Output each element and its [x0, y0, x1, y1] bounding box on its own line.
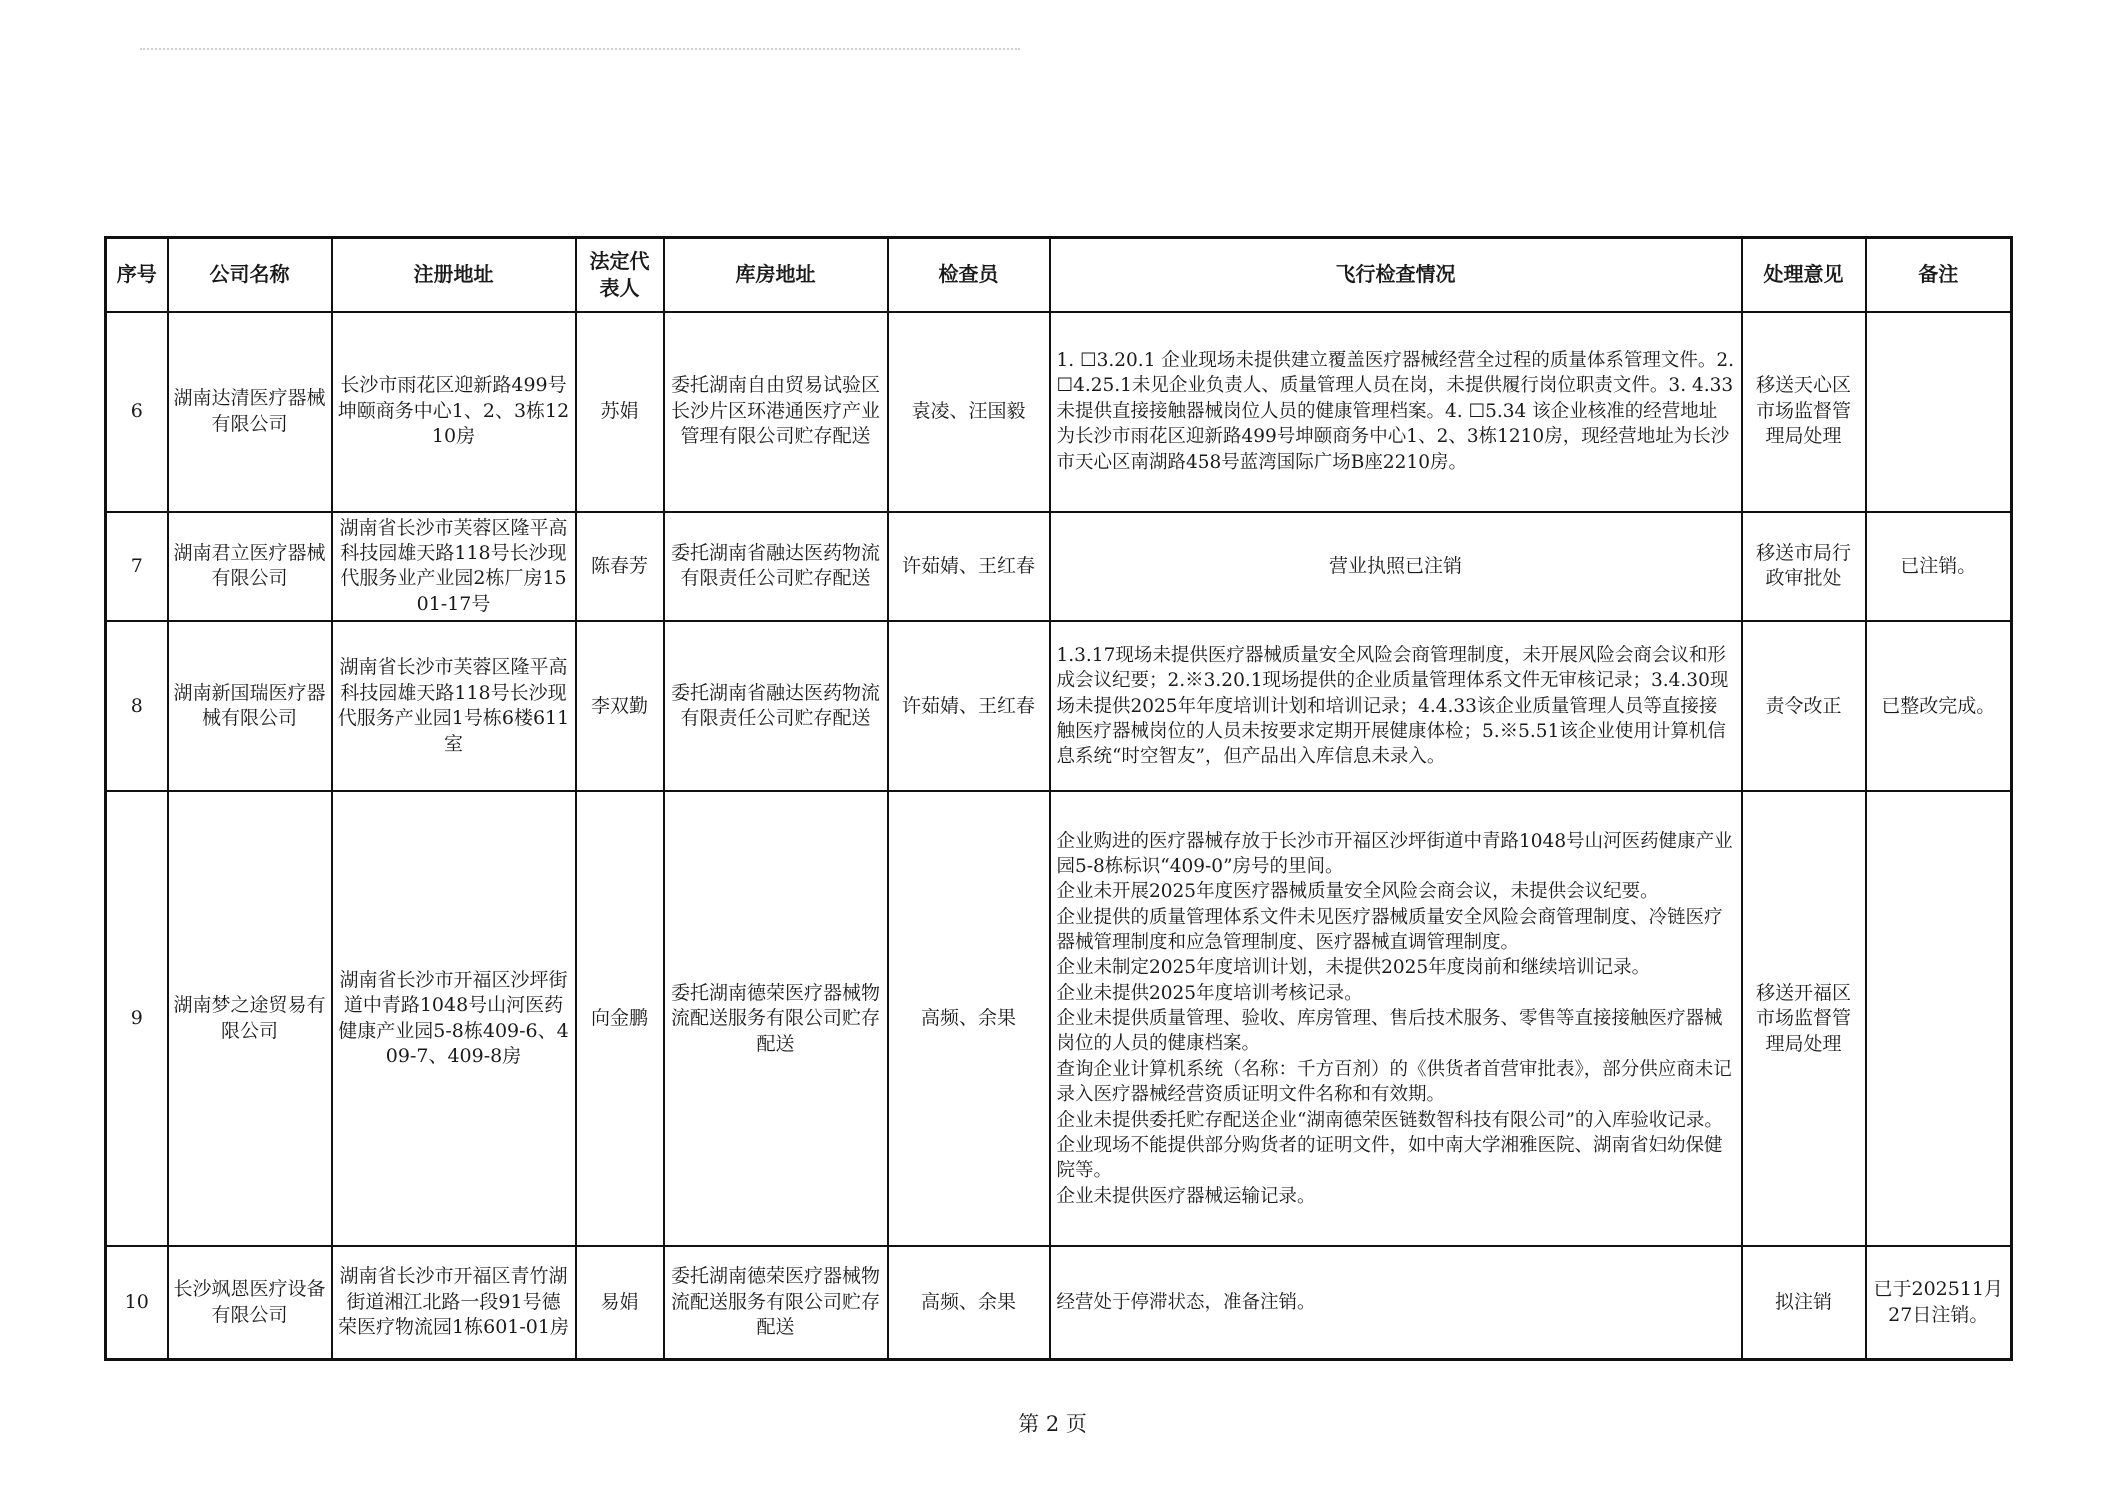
cell-warehouse: 委托湖南省融达医药物流有限责任公司贮存配送 — [664, 512, 888, 622]
inspection-table — [104, 236, 2013, 1361]
cell-company: 湖南新国瑞医疗器械有限公司 — [168, 621, 332, 791]
cell-legal-rep: 李双勤 — [576, 621, 664, 791]
table-row — [106, 791, 2012, 1246]
inspection-text: 营业执照已注销 — [1328, 554, 1462, 577]
cell-seq: 6 — [106, 312, 168, 512]
cell-inspectors: 高频、余果 — [888, 791, 1050, 1246]
cell-remarks — [1866, 312, 2012, 512]
cell-reg-address: 长沙市雨花区迎新路499号坤颐商务中心1、2、3栋1210房 — [332, 312, 576, 512]
cell-inspectors: 许茹婧、王红春 — [888, 621, 1050, 791]
cell-company: 湖南梦之途贸易有限公司 — [168, 791, 332, 1246]
cell-seq: 9 — [106, 791, 168, 1246]
cell-seq: 7 — [106, 512, 168, 622]
cell-seq: 10 — [106, 1246, 168, 1359]
cell-inspectors: 许茹婧、王红春 — [888, 512, 1050, 622]
table-header-row — [106, 238, 2012, 312]
cell-warehouse: 委托湖南德荣医疗器械物流配送服务有限公司贮存配送 — [664, 1246, 888, 1359]
inspection-text: 企业未提供委托贮存配送企业“湖南德荣医链数智科技有限公司”的入库验收记录。 — [1056, 1109, 1723, 1131]
cell-company: 湖南达清医疗器械有限公司 — [168, 312, 332, 512]
header-remarks: 备注 — [1866, 238, 2012, 312]
header-inspectors: 检查员 — [888, 238, 1050, 312]
cell-handling: 移送开福区市场监督管理局处理 — [1742, 791, 1866, 1246]
inspection-text: 查询企业计算机系统（名称：千方百剂）的《供货者首营审批表》，部分供应商未记录入医疗器械经营资质证明文件名称和有效期。 — [1056, 1058, 1732, 1106]
table-row — [106, 1246, 2012, 1359]
cell-reg-address: 湖南省长沙市开福区沙坪街道中青路1048号山河医药健康产业园5-8栋409-6、409-7、409-8房 — [332, 791, 576, 1246]
header-warehouse: 库房地址 — [664, 238, 888, 312]
cell-remarks: 已整改完成。 — [1866, 621, 2012, 791]
table-row — [106, 312, 2012, 512]
page-number: 第 2 页 — [1018, 1412, 1087, 1436]
cell-inspectors: 袁凌、汪国毅 — [888, 312, 1050, 512]
header-handling: 处理意见 — [1742, 238, 1866, 312]
cell-warehouse: 委托湖南省融达医药物流有限责任公司贮存配送 — [664, 621, 888, 791]
cell-company: 长沙飒恩医疗设备有限公司 — [168, 1246, 332, 1359]
cell-handling: 拟注销 — [1742, 1246, 1866, 1359]
inspection-text: 1. ☐3.20.1 企业现场未提供建立覆盖医疗器械经营全过程的质量体系管理文件。2. ☐4.25.1未见企业负责人、质量管理人员在岗，未提供履行岗位职责文件。3. 4.33未提供直接接触器械岗位人员的健康管理档案。4. ☐5.34 该企业核准的经营地址为长沙市雨花区迎新路499号坤颐商务中心1、2、3栋1210房，现经营地址为长沙市天心区南湖路458号蓝湾国际广场B座2210房。 — [1056, 350, 1734, 473]
cell-handling: 责令改正 — [1742, 621, 1866, 791]
inspection-text: 企业现场不能提供部分购货者的证明文件，如中南大学湘雅医院、湖南省妇幼保健院等。 — [1056, 1134, 1723, 1182]
cell-remarks — [1866, 791, 2012, 1246]
inspection-text: 企业未提供2025年度培训考核记录。 — [1056, 982, 1363, 1004]
header-seq: 序号 — [106, 238, 168, 312]
cell-inspection — [1050, 1246, 1742, 1359]
cell-reg-address: 湖南省长沙市芙蓉区隆平高科技园雄天路118号长沙现代服务业产业园2栋厂房1501-17号 — [332, 512, 576, 622]
cell-inspection — [1050, 512, 1742, 622]
cell-inspection — [1050, 621, 1742, 791]
cell-warehouse: 委托湖南自由贸易试验区长沙片区环港通医疗产业管理有限公司贮存配送 — [664, 312, 888, 512]
cell-reg-address: 湖南省长沙市芙蓉区隆平高科技园雄天路118号长沙现代服务产业园1号栋6楼611室 — [332, 621, 576, 791]
table-row — [106, 512, 2012, 622]
inspection-text: 企业未开展2025年度医疗器械质量安全风险会商会议，未提供会议纪要。 — [1056, 881, 1659, 903]
header-company: 公司名称 — [168, 238, 332, 312]
cell-inspection — [1050, 312, 1742, 512]
table-row — [106, 621, 2012, 791]
cell-inspection — [1050, 791, 1742, 1246]
cell-remarks: 已注销。 — [1866, 512, 2012, 622]
cell-inspectors: 高频、余果 — [888, 1246, 1050, 1359]
inspection-text: 企业未提供医疗器械运输记录。 — [1056, 1185, 1316, 1207]
inspection-text: 企业提供的质量管理体系文件未见医疗器械质量安全风险会商管理制度、冷链医疗器械管理制度和应急管理制度、医疗器械直调管理制度。 — [1056, 906, 1723, 954]
inspection-text: 企业未制定2025年度培训计划，未提供2025年度岗前和继续培训记录。 — [1056, 957, 1651, 979]
inspection-text: 企业购进的医疗器械存放于长沙市开福区沙坪街道中青路1048号山河医药健康产业园5-8栋标识“409-0”房号的里间。 — [1056, 830, 1733, 878]
header-legal-rep: 法定代表人 — [576, 238, 664, 312]
header-inspection: 飞行检查情况 — [1050, 238, 1742, 312]
scan-artifact-line — [140, 48, 1020, 50]
cell-legal-rep: 向金鹏 — [576, 791, 664, 1246]
header-reg-address: 注册地址 — [332, 238, 576, 312]
inspection-text: 企业未提供质量管理、验收、库房管理、售后技术服务、零售等直接接触医疗器械岗位的人员的健康档案。 — [1056, 1008, 1723, 1055]
cell-handling: 移送天心区市场监督管理局处理 — [1742, 312, 1866, 512]
cell-handling: 移送市局行政审批处 — [1742, 512, 1866, 622]
inspection-text: 经营处于停滞状态，准备注销。 — [1056, 1291, 1316, 1313]
cell-warehouse: 委托湖南德荣医疗器械物流配送服务有限公司贮存配送 — [664, 791, 888, 1246]
cell-legal-rep: 苏娟 — [576, 312, 664, 512]
cell-legal-rep: 易娟 — [576, 1246, 664, 1359]
cell-company: 湖南君立医疗器械有限公司 — [168, 512, 332, 622]
cell-seq: 8 — [106, 621, 168, 791]
cell-legal-rep: 陈春芳 — [576, 512, 664, 622]
inspection-text: 1.3.17现场未提供医疗器械质量安全风险会商管理制度，未开展风险会商会议和形成会议纪要；2.※3.20.1现场提供的企业质量管理体系文件无审核记录；3.4.30现场未提供2025年年度培训计划和培训记录；4.4.33该企业质量管理人员等直接接触医疗器械岗位的人员未按要求定期开展健康体检；5.※5.51该企业使用计算机信息系统“时空智友”，但产品出入库信息未录入。 — [1056, 644, 1729, 768]
cell-remarks: 已于202511月27日注销。 — [1866, 1246, 2012, 1359]
cell-reg-address: 湖南省长沙市开福区青竹湖街道湘江北路一段91号德荣医疗物流园1栋601-01房 — [332, 1246, 576, 1359]
